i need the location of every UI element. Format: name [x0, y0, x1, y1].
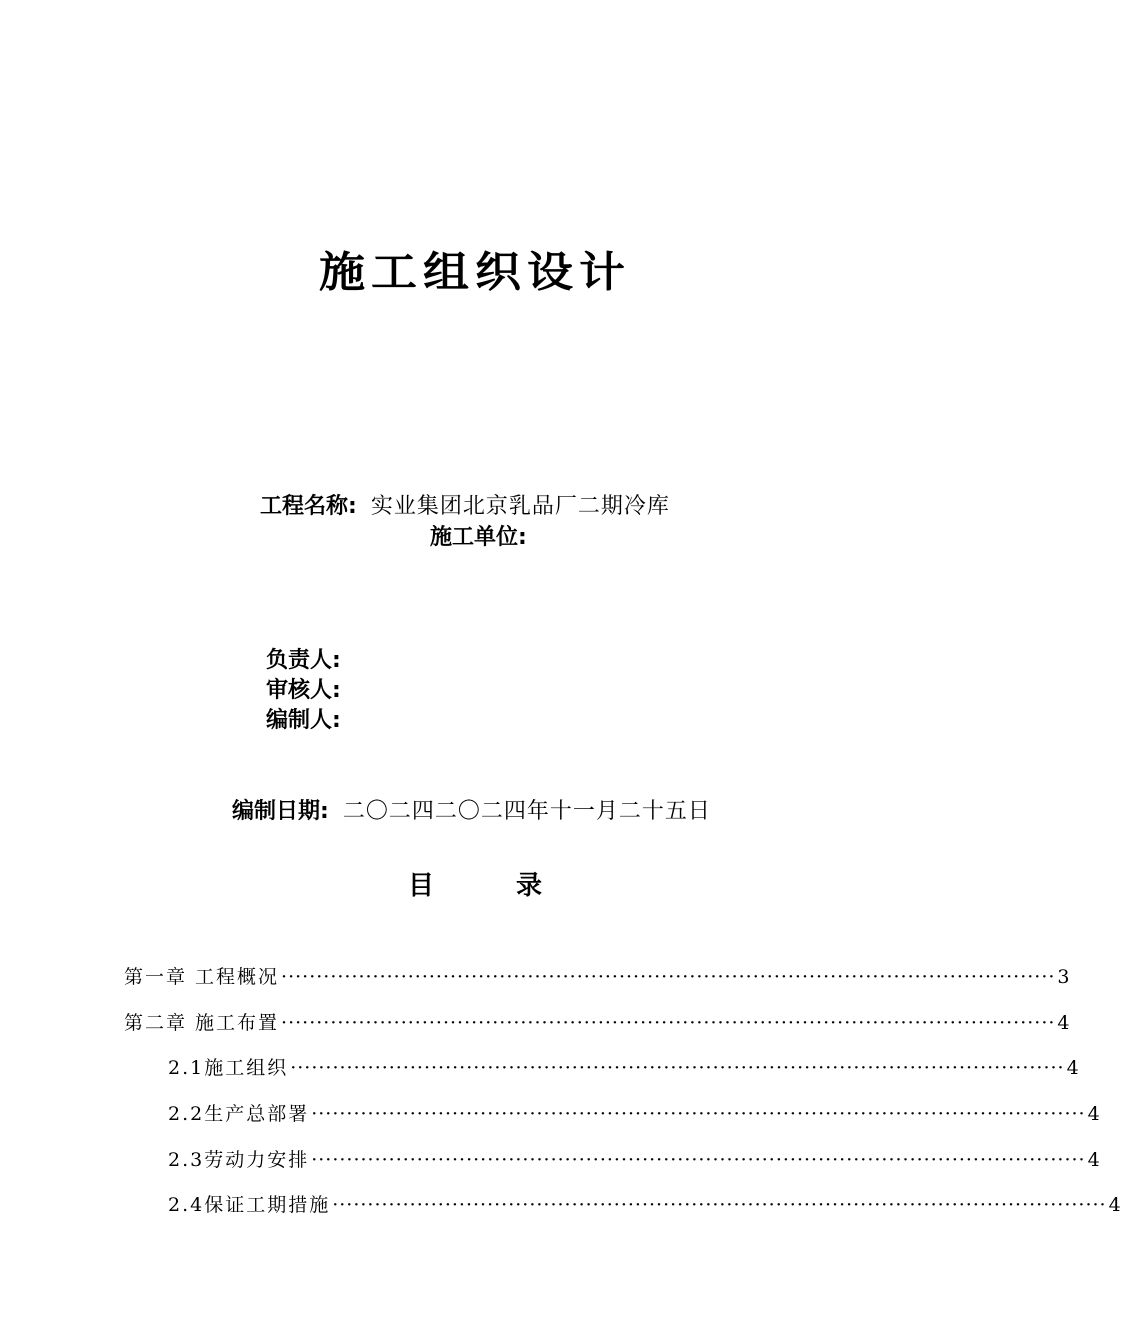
toc-entry[interactable]: [168, 1099, 1100, 1127]
construction-unit-label: 施工单位:: [430, 525, 527, 550]
toc-entry-text: 2.1施工组织: [168, 1057, 289, 1079]
toc-entry[interactable]: [124, 962, 1070, 990]
toc-heading: [0, 865, 950, 902]
project-name-value: 实业集团北京乳品厂二期冷库: [370, 494, 670, 519]
toc-entry[interactable]: [168, 1190, 1121, 1218]
toc-entry-text: 2.2生产总部署: [168, 1103, 310, 1125]
toc-page-number: 4: [1108, 1194, 1121, 1216]
toc-page-number: 3: [1057, 966, 1070, 988]
toc-page-number: 4: [1057, 1012, 1070, 1034]
toc-page-number: 4: [1066, 1057, 1079, 1079]
toc-entry[interactable]: [168, 1053, 1079, 1081]
toc-leader-dots: ··············································································································: [332, 1194, 1107, 1216]
toc-heading-right: 录: [516, 871, 543, 901]
editor-label: 编制人:: [266, 708, 341, 733]
project-name-line: [260, 489, 670, 520]
compile-date-label: 编制日期:: [232, 799, 329, 824]
toc-leader-dots: ··············································································································: [281, 966, 1056, 988]
toc-heading-left: 目: [407, 871, 434, 901]
toc-page-number: 4: [1087, 1149, 1100, 1171]
construction-unit-line: [430, 520, 527, 551]
project-name-label: 工程名称:: [260, 494, 357, 519]
compile-date-line: [232, 794, 711, 825]
toc-entry-text: 第二章 施工布置: [124, 1012, 280, 1034]
toc-leader-dots: ··············································································································: [311, 1103, 1086, 1125]
toc-leader-dots: ··············································································································: [290, 1057, 1065, 1079]
compile-date-value: 二〇二四二〇二四年十一月二十五日: [342, 799, 711, 824]
toc-entry[interactable]: [124, 1008, 1070, 1036]
leader-line: [266, 643, 341, 674]
toc-entry-text: 2.4保证工期措施: [168, 1194, 331, 1216]
toc-page-number: 4: [1087, 1103, 1100, 1125]
editor-line: [266, 703, 341, 734]
reviewer-label: 审核人:: [266, 678, 341, 703]
reviewer-line: [266, 673, 341, 704]
toc-leader-dots: ··············································································································: [281, 1012, 1056, 1034]
toc-entry[interactable]: [168, 1145, 1100, 1173]
document-title: 施工组织设计: [319, 246, 631, 297]
toc-entry-text: 2.3劳动力安排: [168, 1149, 310, 1171]
leader-label: 负责人:: [266, 648, 341, 673]
toc-entry-text: 第一章 工程概况: [124, 966, 280, 988]
toc-leader-dots: ··············································································································: [311, 1149, 1086, 1171]
